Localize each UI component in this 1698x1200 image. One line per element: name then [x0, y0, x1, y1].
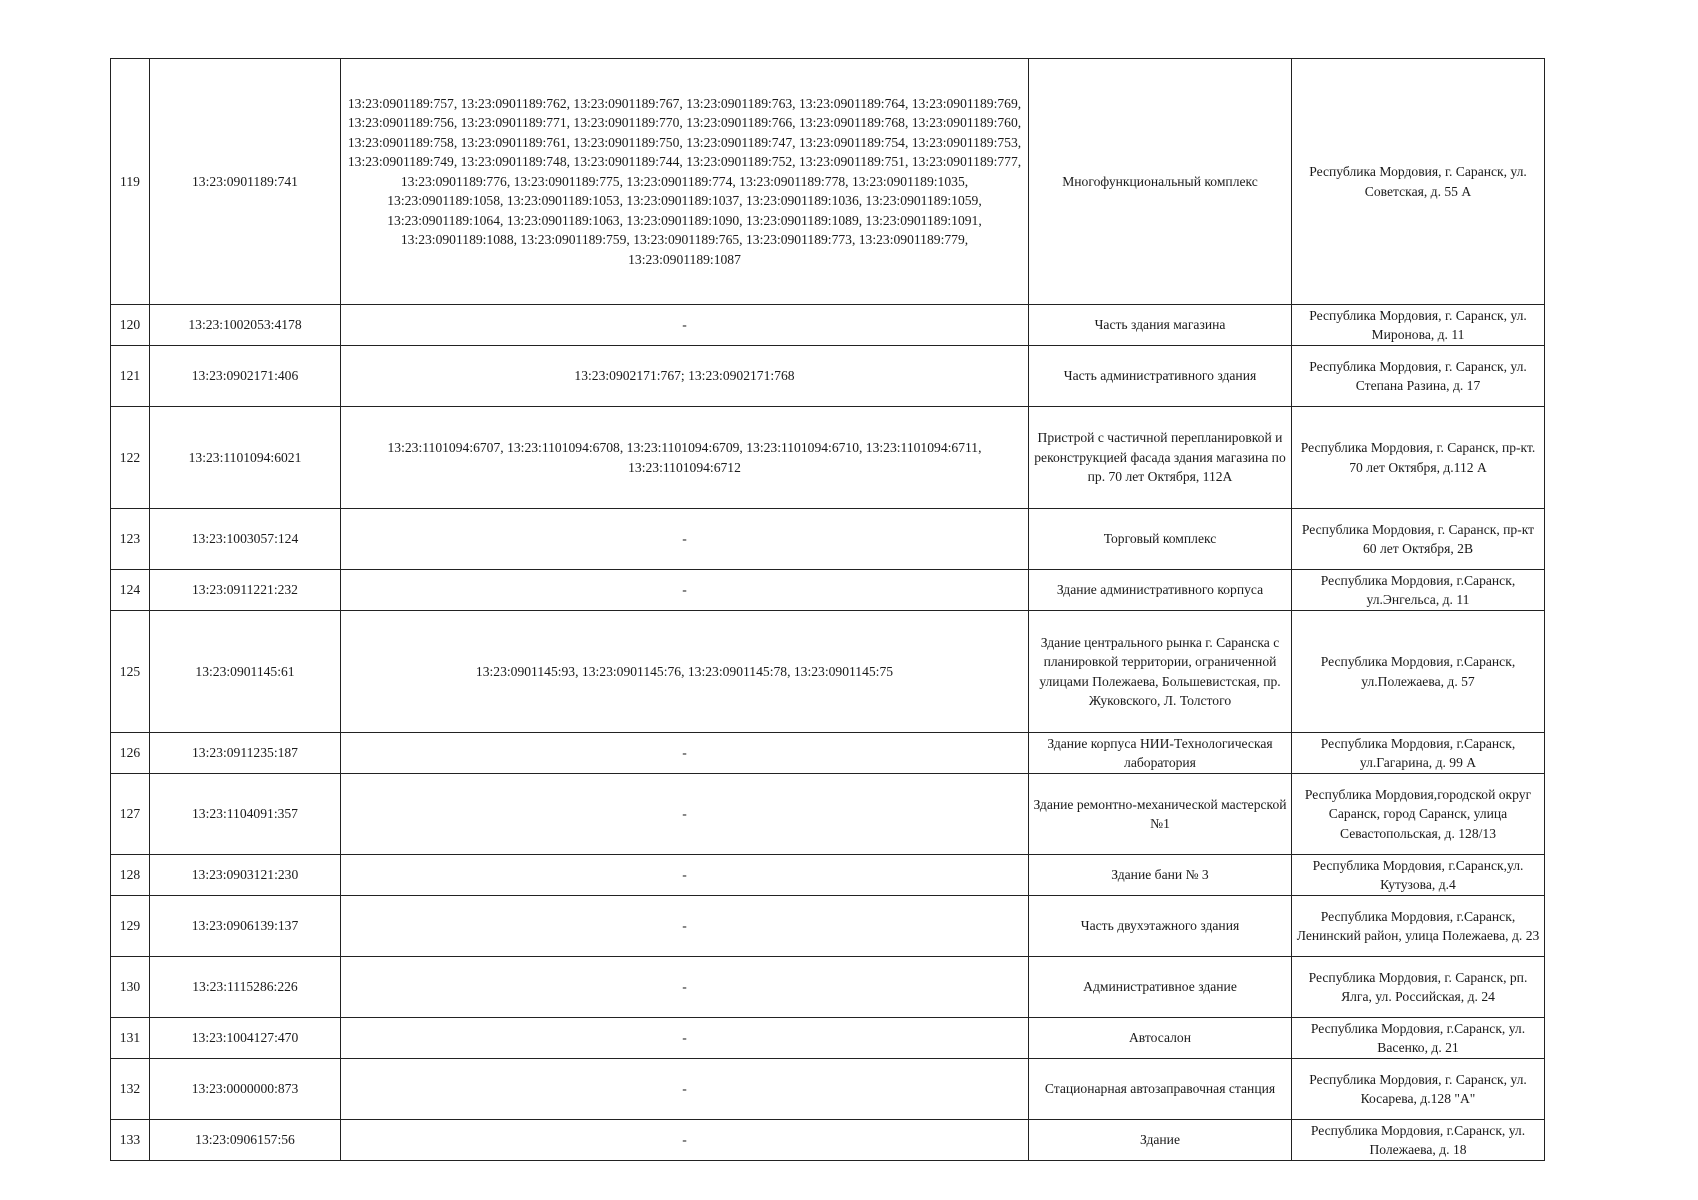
object-name: Многофункциональный комплекс: [1029, 59, 1292, 305]
row-number: 123: [111, 509, 150, 570]
object-address: Республика Мордовия, г. Саранск, ул. Советская, д. 55 А: [1292, 59, 1545, 305]
object-name: Здание: [1029, 1120, 1292, 1161]
row-number: 132: [111, 1059, 150, 1120]
related-cadastral-numbers: 13:23:0901145:93, 13:23:0901145:76, 13:23:0901145:78, 13:23:0901145:75: [341, 611, 1029, 733]
row-number: 130: [111, 957, 150, 1018]
table-row: [111, 855, 1545, 896]
related-cadastral-numbers: -: [341, 896, 1029, 957]
cadastral-number: 13:23:0901189:741: [150, 59, 341, 305]
document-page: [110, 58, 1545, 1161]
related-cadastral-numbers: 13:23:1101094:6707, 13:23:1101094:6708, 13:23:1101094:6709, 13:23:1101094:6710, 13:23:1101094:6711, 13:23:1101094:6712: [341, 407, 1029, 509]
object-address: Республика Мордовия, г. Саранск, ул. Миронова, д. 11: [1292, 305, 1545, 346]
object-name: Здание бани № 3: [1029, 855, 1292, 896]
object-name: Часть административного здания: [1029, 346, 1292, 407]
cadastral-number: 13:23:1004127:470: [150, 1018, 341, 1059]
table-row: [111, 407, 1545, 509]
object-address: Республика Мордовия, г.Саранск, ул.Гагарина, д. 99 А: [1292, 733, 1545, 774]
object-address: Республика Мордовия, г. Саранск, ул. Степана Разина, д. 17: [1292, 346, 1545, 407]
object-name: Административное здание: [1029, 957, 1292, 1018]
object-name: Стационарная автозаправочная станция: [1029, 1059, 1292, 1120]
row-number: 128: [111, 855, 150, 896]
object-name: Часть здания магазина: [1029, 305, 1292, 346]
table-row: [111, 1018, 1545, 1059]
cadastral-number: 13:23:1115286:226: [150, 957, 341, 1018]
cadastral-number: 13:23:1101094:6021: [150, 407, 341, 509]
object-address: Республика Мордовия, г.Саранск, ул. Полежаева, д. 18: [1292, 1120, 1545, 1161]
cadastral-number: 13:23:0000000:873: [150, 1059, 341, 1120]
cadastral-number: 13:23:0901145:61: [150, 611, 341, 733]
table-row: [111, 611, 1545, 733]
related-cadastral-numbers: -: [341, 570, 1029, 611]
object-name: Здание административного корпуса: [1029, 570, 1292, 611]
related-cadastral-numbers: -: [341, 305, 1029, 346]
cadastral-number: 13:23:1002053:4178: [150, 305, 341, 346]
table-row: [111, 570, 1545, 611]
related-cadastral-numbers: -: [341, 509, 1029, 570]
related-cadastral-numbers: -: [341, 1120, 1029, 1161]
row-number: 122: [111, 407, 150, 509]
related-cadastral-numbers: 13:23:0901189:757, 13:23:0901189:762, 13:23:0901189:767, 13:23:0901189:763, 13:23:0901189:764, 13:23:0901189:769, 13:23:0901189:756, 13:23:0901189:771, 13:23:0901189:770, 13:23:0901189:766, 13:23:0901189:768, 13:23:0901189:760, 13:23:0901189:758, 13:23:0901189:761, 13:23:0901189:750, 13:23:0901189:747, 13:23:0901189:754, 13:23:0901189:753, 13:23:0901189:749, 13:23:0901189:748, 13:23:0901189:744, 13:23:0901189:752, 13:23:0901189:751, 13:23:0901189:777, 13:23:0901189:776, 13:23:0901189:775, 13:23:0901189:774, 13:23:0901189:778, 13:23:0901189:1035, 13:23:0901189:1058, 13:23:0901189:1053, 13:23:0901189:1037, 13:23:0901189:1036, 13:23:0901189:1059, 13:23:0901189:1064, 13:23:0901189:1063, 13:23:0901189:1090, 13:23:0901189:1089, 13:23:0901189:1091, 13:23:0901189:1088, 13:23:0901189:759, 13:23:0901189:765, 13:23:0901189:773, 13:23:0901189:779, 13:23:0901189:1087: [341, 59, 1029, 305]
cadastral-number: 13:23:0902171:406: [150, 346, 341, 407]
related-cadastral-numbers: -: [341, 733, 1029, 774]
cadastral-number: 13:23:0906157:56: [150, 1120, 341, 1161]
related-cadastral-numbers: -: [341, 957, 1029, 1018]
table-row: [111, 59, 1545, 305]
object-address: Республика Мордовия, г. Саранск, пр-кт 60 лет Октября, 2В: [1292, 509, 1545, 570]
property-registry-table: [110, 58, 1545, 1161]
object-address: Республика Мордовия, г. Саранск, ул. Косарева, д.128 "А": [1292, 1059, 1545, 1120]
table-row: [111, 957, 1545, 1018]
related-cadastral-numbers: -: [341, 1059, 1029, 1120]
row-number: 124: [111, 570, 150, 611]
row-number: 121: [111, 346, 150, 407]
table-row: [111, 305, 1545, 346]
object-address: Республика Мордовия, г.Саранск, Ленинский район, улица Полежаева, д. 23: [1292, 896, 1545, 957]
table-row: [111, 896, 1545, 957]
table-row: [111, 1120, 1545, 1161]
cadastral-number: 13:23:1003057:124: [150, 509, 341, 570]
row-number: 126: [111, 733, 150, 774]
object-name: Торговый комплекс: [1029, 509, 1292, 570]
cadastral-number: 13:23:0911221:232: [150, 570, 341, 611]
object-address: Республика Мордовия, г.Саранск,ул. Кутузова, д.4: [1292, 855, 1545, 896]
object-name: Часть двухэтажного здания: [1029, 896, 1292, 957]
object-address: Республика Мордовия, г.Саранск, ул.Полежаева, д. 57: [1292, 611, 1545, 733]
object-address: Республика Мордовия, г. Саранск, пр-кт. 70 лет Октября, д.112 А: [1292, 407, 1545, 509]
cadastral-number: 13:23:0906139:137: [150, 896, 341, 957]
object-name: Здание центрального рынка г. Саранска с планировкой территории, ограниченной улицами Полежаева, Большевистская, пр. Жуковского, Л. Толстого: [1029, 611, 1292, 733]
table-row: [111, 733, 1545, 774]
table-row: [111, 774, 1545, 855]
object-name: Здание ремонтно-механической мастерской №1: [1029, 774, 1292, 855]
related-cadastral-numbers: -: [341, 855, 1029, 896]
row-number: 129: [111, 896, 150, 957]
cadastral-number: 13:23:1104091:357: [150, 774, 341, 855]
related-cadastral-numbers: -: [341, 774, 1029, 855]
object-address: Республика Мордовия, г.Саранск, ул. Васенко, д. 21: [1292, 1018, 1545, 1059]
row-number: 119: [111, 59, 150, 305]
row-number: 120: [111, 305, 150, 346]
row-number: 125: [111, 611, 150, 733]
table-row: [111, 346, 1545, 407]
cadastral-number: 13:23:0903121:230: [150, 855, 341, 896]
row-number: 133: [111, 1120, 150, 1161]
object-name: Пристрой с частичной перепланировкой и реконструкцией фасада здания магазина по пр. 70 лет Октября, 112А: [1029, 407, 1292, 509]
related-cadastral-numbers: -: [341, 1018, 1029, 1059]
cadastral-number: 13:23:0911235:187: [150, 733, 341, 774]
object-address: Республика Мордовия, г.Саранск, ул.Энгельса, д. 11: [1292, 570, 1545, 611]
row-number: 127: [111, 774, 150, 855]
table-row: [111, 1059, 1545, 1120]
object-name: Автосалон: [1029, 1018, 1292, 1059]
object-address: Республика Мордовия, г. Саранск, рп. Ялга, ул. Российская, д. 24: [1292, 957, 1545, 1018]
object-address: Республика Мордовия,городской округ Саранск, город Саранск, улица Севастопольская, д. 128/13: [1292, 774, 1545, 855]
object-name: Здание корпуса НИИ-Технологическая лаборатория: [1029, 733, 1292, 774]
table-row: [111, 509, 1545, 570]
related-cadastral-numbers: 13:23:0902171:767; 13:23:0902171:768: [341, 346, 1029, 407]
row-number: 131: [111, 1018, 150, 1059]
